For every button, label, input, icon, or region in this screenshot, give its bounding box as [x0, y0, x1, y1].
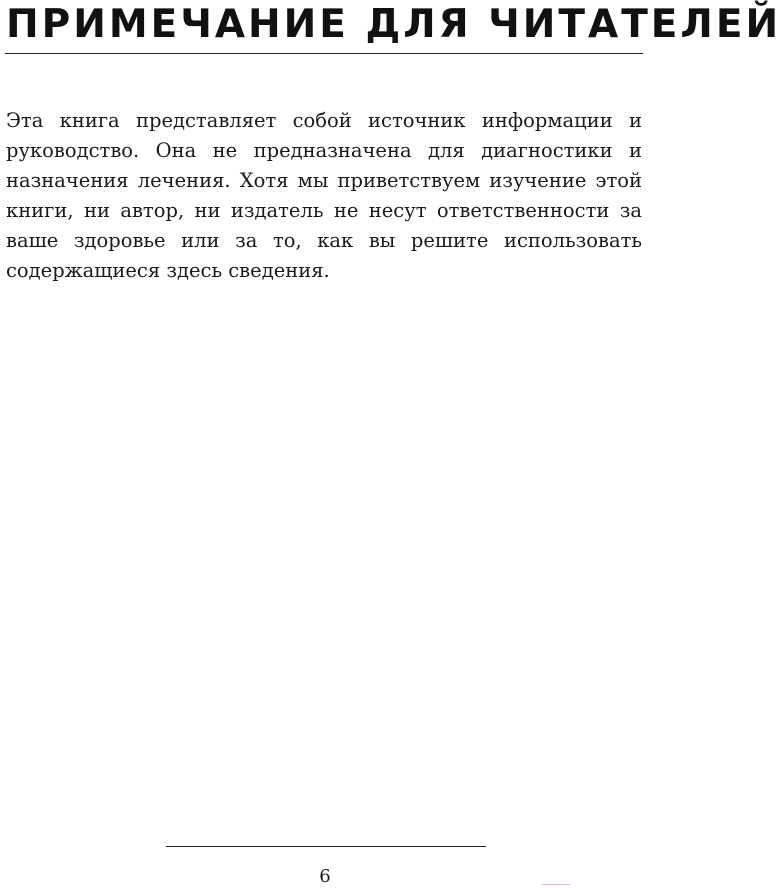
page-title: ПРИМЕЧАНИЕ ДЛЯ ЧИТАТЕЛЕЙ: [6, 2, 781, 47]
footer-divider: [166, 846, 486, 847]
page-number: 6: [319, 866, 331, 887]
edge-mark: [542, 884, 570, 885]
title-divider: [5, 53, 643, 54]
body-paragraph: Эта книга представляет собой источник информации и руководство. Она не предназначена для диагностики и назначения лечения. Хотя мы приветствуем изучение этой книги, ни автор, ни издатель не несут ответственности за ваше здоровье или за то, как вы решите использовать содержащиеся здесь сведения.: [6, 109, 642, 282]
